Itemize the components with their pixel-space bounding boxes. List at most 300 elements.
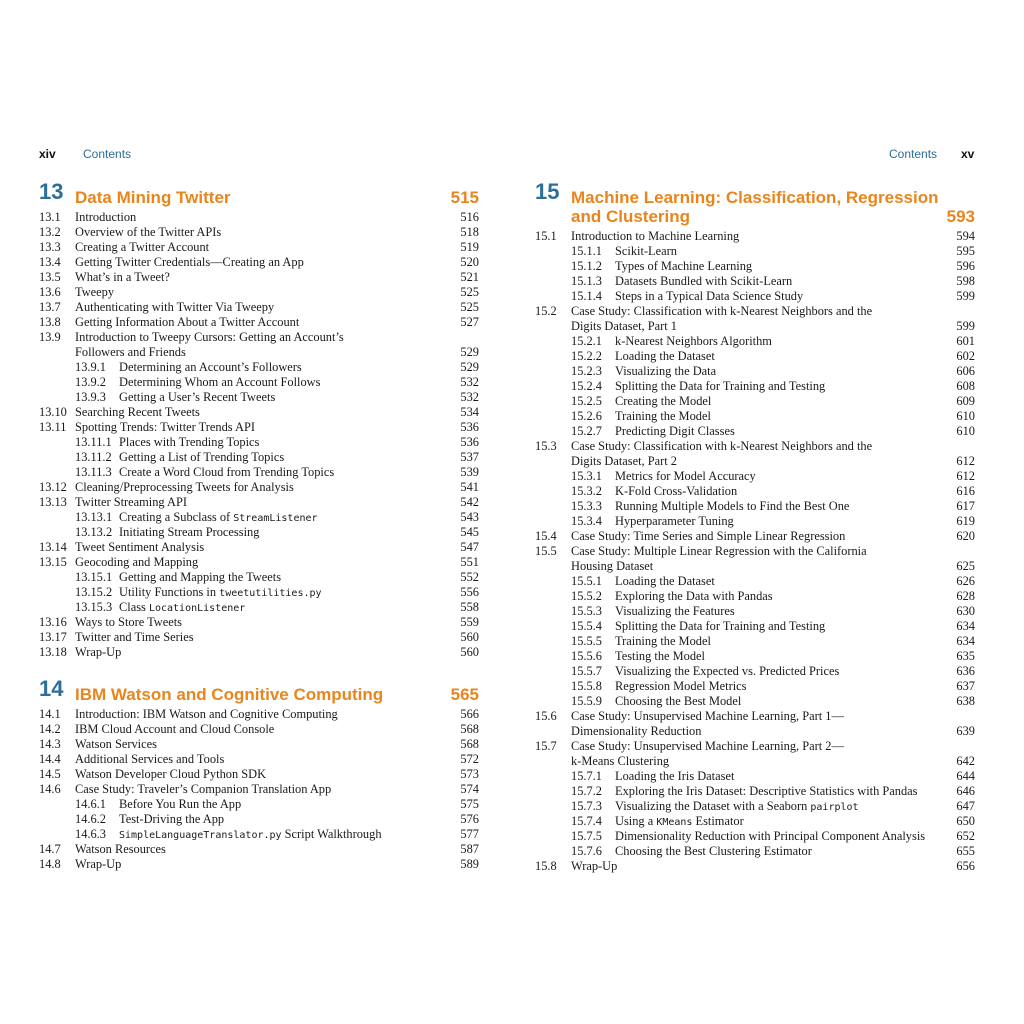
section-title xyxy=(75,225,221,240)
section-number: 15.7.6 xyxy=(571,844,602,858)
section-title xyxy=(615,424,735,439)
section-number: 15.2.6 xyxy=(571,409,602,423)
section-title xyxy=(615,469,756,484)
section-title xyxy=(75,857,121,872)
toc-entry xyxy=(39,495,479,510)
section-title xyxy=(615,334,772,349)
section-title xyxy=(615,844,812,859)
page-ref: 636 xyxy=(956,664,975,678)
page-ref: 644 xyxy=(956,769,975,783)
section-number: 15.8 xyxy=(535,859,557,873)
section-number: 13.8 xyxy=(39,315,61,329)
toc-entry xyxy=(39,570,479,585)
toc-entry xyxy=(535,319,975,334)
title-text: Geocoding and Mapping xyxy=(75,555,199,569)
toc-entry xyxy=(535,559,975,574)
section-title xyxy=(615,589,773,604)
toc-entry xyxy=(535,229,975,244)
section-title xyxy=(75,210,136,225)
toc-entry xyxy=(39,510,479,525)
toc-entry xyxy=(535,724,975,739)
title-text: Getting and Mapping the Tweets xyxy=(119,570,282,584)
title-text: Watson Services xyxy=(75,737,157,751)
toc-entry xyxy=(39,420,479,435)
title-text: Scikit-Learn xyxy=(615,244,677,258)
section-title xyxy=(571,454,677,469)
section-number: 15.1 xyxy=(535,229,557,243)
title-text: Case Study: Unsupervised Machine Learning, Part 2— xyxy=(571,739,844,753)
section-title xyxy=(615,349,715,364)
page-ref: 547 xyxy=(460,540,479,554)
page-ref: 537 xyxy=(460,450,479,464)
section-title xyxy=(615,259,752,274)
page-ref: 638 xyxy=(956,694,975,708)
title-text: Loading the Iris Dataset xyxy=(615,769,735,783)
toc-entry xyxy=(39,225,479,240)
section-number: 15.5.3 xyxy=(571,604,602,618)
section-title xyxy=(571,319,677,334)
toc-entry xyxy=(535,619,975,634)
section-title xyxy=(75,737,157,752)
title-text: Steps in a Typical Data Science Study xyxy=(615,289,804,303)
section-title xyxy=(615,604,735,619)
title-text: Housing Dataset xyxy=(571,559,654,573)
section-number: 15.2.5 xyxy=(571,394,602,408)
toc-entry xyxy=(39,737,479,752)
section-number: 15.5.1 xyxy=(571,574,602,588)
chapter-heading xyxy=(535,179,975,229)
toc-entry xyxy=(535,739,975,754)
chapter-13 xyxy=(39,179,479,660)
section-title xyxy=(615,649,705,664)
section-title xyxy=(571,304,872,319)
title-text: Datasets Bundled with Scikit-Learn xyxy=(615,274,793,288)
page-ref: 626 xyxy=(956,574,975,588)
toc-entry xyxy=(535,649,975,664)
page-ref: 559 xyxy=(460,615,479,629)
chapter-page: 593 xyxy=(946,207,975,226)
toc-entry xyxy=(535,709,975,724)
page-ref: 573 xyxy=(460,767,479,781)
section-number: 15.5.8 xyxy=(571,679,602,693)
page-ref: 610 xyxy=(956,424,975,438)
toc-entry xyxy=(535,274,975,289)
toc-entry xyxy=(535,304,975,319)
section-title xyxy=(119,375,320,390)
section-number: 14.1 xyxy=(39,707,61,721)
toc-entry xyxy=(535,574,975,589)
title-text: Splitting the Data for Training and Testing xyxy=(615,379,826,393)
page-ref: 625 xyxy=(956,559,975,573)
title-text: Introduction to Machine Learning xyxy=(571,229,740,243)
title-text: Visualizing the Dataset with a Seaborn xyxy=(615,799,811,813)
page-ref: 521 xyxy=(460,270,479,284)
title-text: Getting Information About a Twitter Account xyxy=(75,315,300,329)
page-ref: 635 xyxy=(956,649,975,663)
code-text: tweetutilities.py xyxy=(219,588,322,599)
section-title xyxy=(615,769,734,784)
page-ref: 619 xyxy=(956,514,975,528)
section-number: 15.1.4 xyxy=(571,289,602,303)
page-ref: 534 xyxy=(460,405,479,419)
section-title xyxy=(615,664,839,679)
section-number: 13.10 xyxy=(39,405,67,419)
toc-entry xyxy=(535,799,975,814)
title-text: Creating a Twitter Account xyxy=(75,240,210,254)
toc-entry xyxy=(39,270,479,285)
page-ref: 595 xyxy=(956,244,975,258)
section-number: 15.5.9 xyxy=(571,694,602,708)
section-title xyxy=(119,390,275,405)
page-ref: 532 xyxy=(460,390,479,404)
section-number: 13.15.2 xyxy=(75,585,113,599)
section-number: 13.13.2 xyxy=(75,525,113,539)
toc-entry xyxy=(535,349,975,364)
section-number: 15.3 xyxy=(535,439,557,453)
page-ref: 568 xyxy=(460,722,479,736)
page-ref: 552 xyxy=(460,570,479,584)
section-title xyxy=(615,514,734,529)
title-text: Utility Functions in xyxy=(119,585,220,599)
section-number: 14.8 xyxy=(39,857,61,871)
section-number: 13.4 xyxy=(39,255,61,269)
title-text: Predicting Digit Classes xyxy=(615,424,735,438)
section-title xyxy=(119,600,245,616)
section-title xyxy=(571,724,701,739)
chapter-title: IBM Watson and Cognitive Computing xyxy=(75,685,384,704)
section-number: 14.3 xyxy=(39,737,61,751)
section-title xyxy=(571,859,617,874)
page-ref: 655 xyxy=(956,844,975,858)
title-text: Visualizing the Data xyxy=(615,364,717,378)
section-number: 14.2 xyxy=(39,722,61,736)
title-text: Tweet Sentiment Analysis xyxy=(75,540,205,554)
page-ref: 520 xyxy=(460,255,479,269)
running-title: Contents xyxy=(889,147,938,161)
section-title xyxy=(75,645,121,660)
page-ref: 525 xyxy=(460,285,479,299)
page-ref: 516 xyxy=(460,210,479,224)
section-number: 13.15 xyxy=(39,555,67,569)
toc-entry xyxy=(39,585,479,600)
toc-entry xyxy=(535,289,975,304)
section-number: 13.12 xyxy=(39,480,67,494)
section-number: 15.4 xyxy=(535,529,557,543)
page-ref: 589 xyxy=(460,857,479,871)
page-ref: 572 xyxy=(460,752,479,766)
section-number: 15.2.4 xyxy=(571,379,602,393)
title-text: Getting Twitter Credentials—Creating an App xyxy=(75,255,304,269)
title-text: Introduction to Tweepy Cursors: Getting an Account’s xyxy=(75,330,344,344)
page-ref: 518 xyxy=(460,225,479,239)
section-title xyxy=(571,544,867,559)
title-text: Cleaning/Preprocessing Tweets for Analysis xyxy=(75,480,294,494)
section-title xyxy=(75,495,187,510)
section-title xyxy=(75,330,344,345)
toc-entry xyxy=(39,525,479,540)
section-title xyxy=(615,634,711,649)
section-number: 13.17 xyxy=(39,630,67,644)
section-number: 13.9 xyxy=(39,330,61,344)
section-number: 15.7.5 xyxy=(571,829,602,843)
page-ref: 539 xyxy=(460,465,479,479)
section-title xyxy=(75,722,274,737)
page-ref: 637 xyxy=(956,679,975,693)
page-ref: 527 xyxy=(460,315,479,329)
page-ref: 599 xyxy=(956,289,975,303)
page-ref: 639 xyxy=(956,724,975,738)
page-ref: 656 xyxy=(956,859,975,873)
page-ref: 628 xyxy=(956,589,975,603)
title-text: Wrap-Up xyxy=(571,859,618,873)
title-text: Followers and Friends xyxy=(75,345,186,359)
toc-entry xyxy=(535,694,975,709)
title-text: K-Fold Cross-Validation xyxy=(615,484,738,498)
page-ref: 529 xyxy=(460,345,479,359)
section-title xyxy=(615,619,825,634)
page-ref: 610 xyxy=(956,409,975,423)
page-ref: 574 xyxy=(460,782,479,796)
toc-entry xyxy=(535,814,975,829)
chapter-title-line-1: Machine Learning: Classification, Regression xyxy=(571,188,939,207)
section-title xyxy=(571,439,872,454)
page-ref: 575 xyxy=(460,797,479,811)
section-title xyxy=(615,814,744,830)
page-ref: 587 xyxy=(460,842,479,856)
page-ref: 541 xyxy=(460,480,479,494)
toc-entry xyxy=(39,390,479,405)
title-text: Wrap-Up xyxy=(75,645,122,659)
section-title xyxy=(75,540,204,555)
toc-entry xyxy=(535,664,975,679)
toc-entry xyxy=(39,300,479,315)
section-number: 15.5 xyxy=(535,544,557,558)
section-title xyxy=(75,767,266,782)
page-ref: 560 xyxy=(460,630,479,644)
title-text: Case Study: Classification with k-Nearest Neighbors and the xyxy=(571,304,873,318)
section-title xyxy=(615,394,711,409)
toc-entry xyxy=(39,842,479,857)
section-title xyxy=(75,315,299,330)
section-number: 13.16 xyxy=(39,615,67,629)
toc-entry xyxy=(535,469,975,484)
section-title xyxy=(75,630,194,645)
section-number: 15.2.2 xyxy=(571,349,602,363)
toc-entry xyxy=(535,529,975,544)
title-text: Places with Trending Topics xyxy=(119,435,260,449)
section-title xyxy=(75,345,186,360)
title-text: Wrap-Up xyxy=(75,857,122,871)
section-title xyxy=(615,379,825,394)
page-ref: 630 xyxy=(956,604,975,618)
toc-entry xyxy=(535,364,975,379)
section-number: 15.1.1 xyxy=(571,244,602,258)
title-text: Watson Resources xyxy=(75,842,166,856)
toc-entry xyxy=(39,555,479,570)
toc-entry xyxy=(535,844,975,859)
section-number: 13.5 xyxy=(39,270,61,284)
page-ref: 606 xyxy=(956,364,975,378)
toc-entry xyxy=(535,394,975,409)
toc-entry xyxy=(39,405,479,420)
section-title xyxy=(75,285,114,300)
section-number: 15.5.2 xyxy=(571,589,602,603)
section-number: 13.9.1 xyxy=(75,360,106,374)
title-text: Case Study: Time Series and Simple Linear Regression xyxy=(571,529,846,543)
title-text: Additional Services and Tools xyxy=(75,752,225,766)
title-text: Determining Whom an Account Follows xyxy=(119,375,321,389)
section-number: 15.5.5 xyxy=(571,634,602,648)
section-title xyxy=(615,829,925,844)
title-text: Twitter and Time Series xyxy=(75,630,194,644)
right-page xyxy=(512,0,1024,1024)
toc-entry xyxy=(535,604,975,619)
toc-entry xyxy=(39,707,479,722)
title-text: Script Walkthrough xyxy=(281,827,382,841)
section-number: 13.11 xyxy=(39,420,67,434)
section-title xyxy=(75,240,209,255)
section-number: 15.3.3 xyxy=(571,499,602,513)
section-number: 13.3 xyxy=(39,240,61,254)
section-title xyxy=(571,529,845,544)
title-text: Creating the Model xyxy=(615,394,712,408)
page-ref: 577 xyxy=(460,827,479,841)
section-number: 15.7.4 xyxy=(571,814,602,828)
page-ref: 529 xyxy=(460,360,479,374)
page-ref: 594 xyxy=(956,229,975,243)
title-text: Exploring the Data with Pandas xyxy=(615,589,773,603)
code-text: StreamListener xyxy=(233,513,318,524)
title-text: Training the Model xyxy=(615,634,711,648)
page-ref: 536 xyxy=(460,420,479,434)
title-text: Initiating Stream Processing xyxy=(119,525,260,539)
toc-entry xyxy=(39,255,479,270)
title-text: Creating a Subclass of xyxy=(119,510,234,524)
section-number: 15.7 xyxy=(535,739,557,753)
title-text: Choosing the Best Model xyxy=(615,694,742,708)
section-number: 14.6.2 xyxy=(75,812,106,826)
toc-entry xyxy=(535,259,975,274)
page-ref: 566 xyxy=(460,707,479,721)
page-ref: 647 xyxy=(956,799,975,813)
chapter-number: 13 xyxy=(39,179,64,204)
code-text: LocationListener xyxy=(148,603,246,614)
section-number: 13.1 xyxy=(39,210,61,224)
page-ref: 612 xyxy=(956,454,975,468)
toc-entry xyxy=(39,345,479,360)
section-number: 15.5.7 xyxy=(571,664,602,678)
page-ref: 609 xyxy=(956,394,975,408)
section-title xyxy=(615,484,737,499)
toc-entry xyxy=(39,630,479,645)
section-number: 13.11.2 xyxy=(75,450,112,464)
title-text: Watson Developer Cloud Python SDK xyxy=(75,767,267,781)
chapter-heading xyxy=(39,179,479,210)
title-text: Testing the Model xyxy=(615,649,705,663)
section-title xyxy=(615,409,711,424)
section-number: 13.9.2 xyxy=(75,375,106,389)
section-title xyxy=(75,707,338,722)
title-text: Splitting the Data for Training and Testing xyxy=(615,619,826,633)
toc-entry xyxy=(39,615,479,630)
page-ref: 634 xyxy=(956,619,975,633)
page-ref: 642 xyxy=(956,754,975,768)
page-number: xv xyxy=(961,147,975,161)
title-text: Introduction: IBM Watson and Cognitive Computing xyxy=(75,707,338,721)
section-number: 15.1.2 xyxy=(571,259,602,273)
toc-entry xyxy=(535,454,975,469)
toc-entry xyxy=(39,240,479,255)
title-text: Metrics for Model Accuracy xyxy=(615,469,756,483)
section-title xyxy=(571,739,844,754)
section-number: 15.6 xyxy=(535,709,557,723)
toc-entry xyxy=(39,767,479,782)
page-number: xiv xyxy=(39,147,56,161)
title-text: Tweepy xyxy=(75,285,115,299)
title-text: Choosing the Best Clustering Estimator xyxy=(615,844,812,858)
section-title xyxy=(75,420,255,435)
title-text: Visualizing the Expected vs. Predicted Prices xyxy=(615,664,840,678)
toc-entry xyxy=(39,330,479,345)
toc-entry xyxy=(39,480,479,495)
toc-entry xyxy=(39,722,479,737)
section-title xyxy=(75,615,182,630)
toc-entry xyxy=(39,450,479,465)
page-ref: 525 xyxy=(460,300,479,314)
page-ref: 599 xyxy=(956,319,975,333)
page-ref: 652 xyxy=(956,829,975,843)
title-text: Ways to Store Tweets xyxy=(75,615,182,629)
section-title xyxy=(75,255,304,270)
section-title xyxy=(571,559,653,574)
section-title xyxy=(75,405,200,420)
section-number: 15.3.2 xyxy=(571,484,602,498)
section-title xyxy=(119,435,259,450)
section-title xyxy=(615,499,849,514)
title-text: Running Multiple Models to Find the Best One xyxy=(615,499,850,513)
section-number: 13.7 xyxy=(39,300,61,314)
section-title xyxy=(119,585,322,601)
title-text: Before You Run the App xyxy=(119,797,242,811)
toc-entry xyxy=(535,679,975,694)
section-title xyxy=(615,574,715,589)
section-title xyxy=(75,300,274,315)
page-ref: 650 xyxy=(956,814,975,828)
title-text: Searching Recent Tweets xyxy=(75,405,200,419)
section-title xyxy=(615,244,677,259)
title-text: What’s in a Tweet? xyxy=(75,270,170,284)
page-ref: 616 xyxy=(956,484,975,498)
page-ref: 576 xyxy=(460,812,479,826)
page-ref: 646 xyxy=(956,784,975,798)
code-text: KMeans xyxy=(656,817,693,828)
chapter-title-line-2: and Clustering xyxy=(571,207,691,226)
section-number: 13.11.1 xyxy=(75,435,112,449)
title-text: Types of Machine Learning xyxy=(615,259,753,273)
title-text: IBM Cloud Account and Cloud Console xyxy=(75,722,275,736)
title-text: Visualizing the Features xyxy=(615,604,735,618)
section-number: 15.2.3 xyxy=(571,364,602,378)
title-text: Dimensionality Reduction with Principal Component Analysis xyxy=(615,829,926,843)
title-text: Regression Model Metrics xyxy=(615,679,747,693)
title-text: Digits Dataset, Part 2 xyxy=(571,454,677,468)
title-text: Authenticating with Twitter Via Tweepy xyxy=(75,300,275,314)
title-text: Case Study: Unsupervised Machine Learning, Part 1— xyxy=(571,709,844,723)
toc-entry xyxy=(535,754,975,769)
title-text: Digits Dataset, Part 1 xyxy=(571,319,677,333)
page-ref: 612 xyxy=(956,469,975,483)
section-number: 13.14 xyxy=(39,540,67,554)
